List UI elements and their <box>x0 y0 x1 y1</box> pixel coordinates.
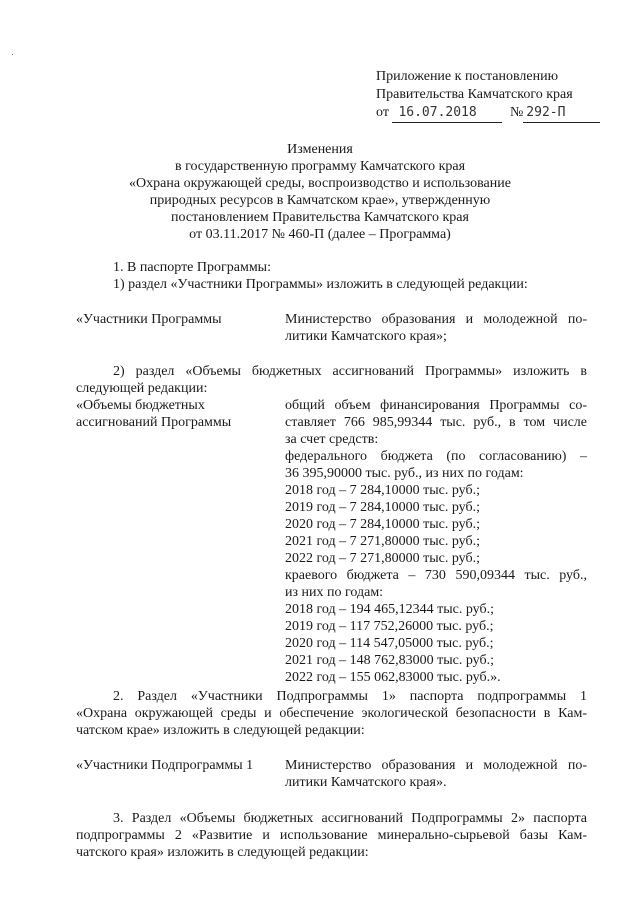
budget-value-line: 2020 год – 114 547,05000 тыс. руб.; <box>285 636 494 651</box>
number-prefix: № <box>509 105 524 120</box>
heading-line-3: природных ресурсов в Камчатском крае», утвержденную <box>149 193 491 208</box>
budget-value-line: 2018 год – 194 465,12344 тыс. руб.; <box>285 602 494 617</box>
item-1-sub-1: 1) раздел «Участники Программы» изложить в следующей редакции: <box>113 277 528 292</box>
appendix-line-2: Правительства Камчатского края <box>376 87 573 102</box>
item-2-line-3: чатском крае» изложить в следующей редакции: <box>76 723 365 738</box>
heading-title: Изменения <box>287 142 353 157</box>
budget-value-line: краевого бюджета – 730 590,09344 тыс. руб., <box>285 568 587 583</box>
number-field: 292-П <box>523 104 600 123</box>
budget-label-line-2: ассигнований Программы <box>76 415 232 430</box>
budget-value-line: 2018 год – 7 284,10000 тыс. руб.; <box>285 483 480 498</box>
item-3-line-2: подпрограммы 2 «Развитие и использование минерально-сырьевой базы Кам- <box>76 828 587 843</box>
item-3-line-1: 3. Раздел «Объемы бюджетных ассигнований Подпрограммы 2» паспорта <box>113 811 587 826</box>
budget-value-line: 2019 год – 7 284,10000 тыс. руб.; <box>285 500 480 515</box>
date-prefix: от <box>376 105 389 120</box>
budget-value-line: 2019 год – 117 752,26000 тыс. руб.; <box>285 619 494 634</box>
budget-value-line: 2020 год – 7 284,10000 тыс. руб.; <box>285 517 480 532</box>
subprogram-participants-value-line-1: Министерство образования и молодежной по- <box>285 758 587 773</box>
item-1-line: 1. В паспорте Программы: <box>113 260 271 275</box>
budget-value-line: 36 395,90000 тыс. руб., из них по годам: <box>285 466 524 481</box>
item-2-line-2: «Охрана окружающей среды и обеспечение экологической безопасности в Кам- <box>76 706 587 721</box>
budget-value-line: 2021 год – 148 762,83000 тыс. руб.; <box>285 653 494 668</box>
budget-value-line: общий объем финансирования Программы со- <box>285 398 587 413</box>
subprogram-participants-label: «Участники Подпрограммы 1 <box>76 758 254 773</box>
participants-label: «Участники Программы <box>76 312 222 327</box>
budget-value-line: 2022 год – 7 271,80000 тыс. руб.; <box>285 551 480 566</box>
participants-value-line-2: литики Камчатского края»; <box>285 329 447 344</box>
heading-line-1: в государственную программу Камчатского края <box>174 159 466 174</box>
appendix-date-line <box>376 104 600 123</box>
heading-line-5: от 03.11.2017 № 460-П (далее – Программа) <box>189 227 451 242</box>
item-3-line-3: чатского края» изложить в следующей редакции: <box>76 845 369 860</box>
budget-value-line: федерального бюджета (по согласованию) – <box>285 449 587 464</box>
participants-value-line-1: Министерство образования и молодежной по- <box>285 312 587 327</box>
budget-value-line: 2022 год – 155 062,83000 тыс. руб.». <box>285 670 501 685</box>
item-1-sub-2-line-2: следующей редакции: <box>76 381 208 396</box>
budget-value-line: из них по годам: <box>285 585 384 600</box>
budget-label-line-1: «Объемы бюджетных <box>76 398 205 413</box>
subprogram-participants-value-line-2: литики Камчатского края». <box>285 775 447 790</box>
heading-line-2: «Охрана окружающей среды, воспроизводство и использование <box>129 176 511 191</box>
budget-value-line: ставляет 766 985,99344 тыс. руб., в том числе <box>285 415 587 430</box>
budget-value-line: 2021 год – 7 271,80000 тыс. руб.; <box>285 534 480 549</box>
item-2-line-1: 2. Раздел «Участники Подпрограммы 1» паспорта подпрограммы 1 <box>113 689 587 704</box>
budget-value-line: за счет средств: <box>285 432 379 447</box>
date-field: 16.07.2018 <box>392 104 502 123</box>
scan-speck <box>12 54 13 55</box>
appendix-line-1: Приложение к постановлению <box>376 69 559 84</box>
heading-line-4: постановлением Правительства Камчатского края <box>171 210 469 225</box>
item-1-sub-2-line-1: 2) раздел «Объемы бюджетных ассигнований Программы» изложить в <box>113 364 587 379</box>
